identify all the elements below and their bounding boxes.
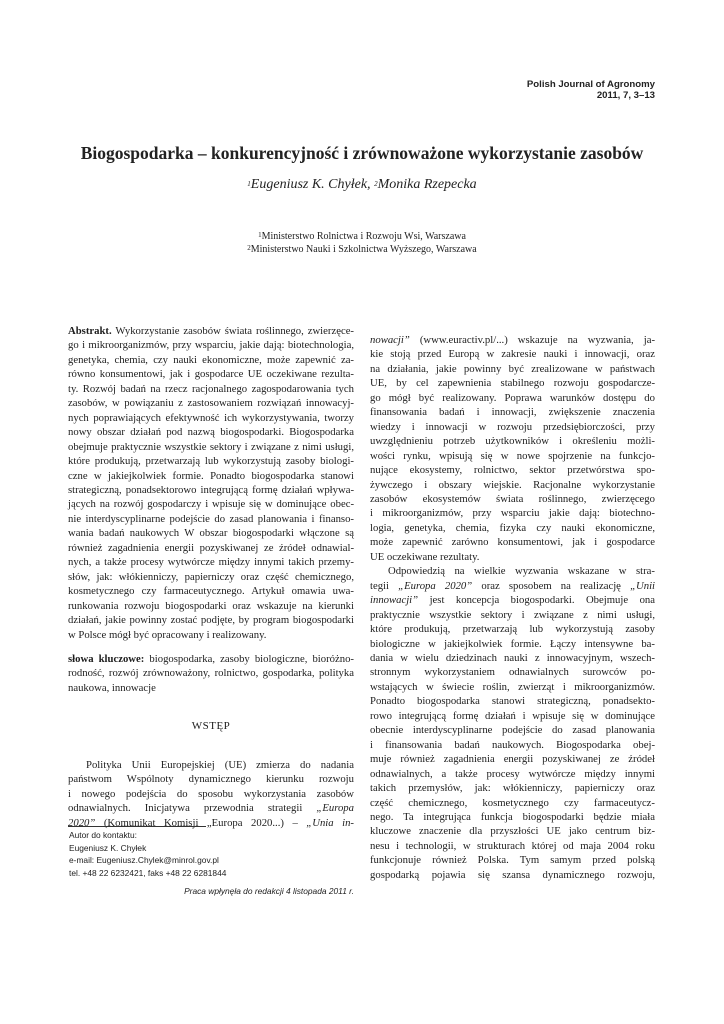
- body-line: obecnie interdyscyplinarne podejście do zasad planowania: [370, 724, 655, 737]
- body-line: stronnym wykorzystaniem odnawialnych surowców po-: [370, 666, 655, 679]
- body-line: muje również zagadnienia energii pozyskiwanej ze źródeł: [370, 753, 655, 766]
- author-1: Eugeniusz K. Chyłek,: [250, 177, 375, 192]
- body-text: tegii: [370, 579, 399, 592]
- affiliation-1-number: 1: [258, 230, 262, 239]
- keywords-line: rodność, rozwój zrównoważony, rolnictwo, gospodarka, polityka: [68, 667, 354, 680]
- spacer: [68, 642, 354, 652]
- body-line: praktycznie wszystkie sektory i związane z nimi usługi,: [370, 608, 655, 621]
- abstract-line: go i mikroorganizmów, przy wsparciu, jakie dają: biotechnologia,: [68, 339, 354, 352]
- body-paragraph-1: [370, 333, 655, 564]
- contact-name: Eugeniusz K. Chyłek: [69, 842, 147, 853]
- intro-italic: „Europa: [316, 802, 354, 815]
- journal-name: Polish Journal of Agronomy: [526, 79, 655, 90]
- body-line: i mikroorganizmów, przy wsparciu jakie dają: biotechno-: [370, 507, 655, 520]
- body-line: na działania, jakie powinny być zrealizowane w państwach: [370, 362, 655, 375]
- body-line: żywczego i obszary wiejskie. Racjonalne wykorzystanie: [370, 478, 655, 491]
- body-line: odnawialnych, a także procesy wytwórcze między innymi: [370, 767, 655, 780]
- abstract-line: wania badań naukowych W obszar biogospodarki włączone są: [68, 527, 354, 540]
- intro-line: Polityka Unii Europejskiej (UE) zmierza do nadania: [86, 758, 354, 771]
- affiliation-2: [0, 243, 724, 256]
- spacer: [68, 734, 354, 758]
- keywords-line: [68, 652, 354, 666]
- abstract-line: również zagadnienia energii pozyskiwanej ze źródeł odnawial-: [68, 541, 354, 554]
- spacer: [68, 695, 354, 719]
- section-heading: WSTĘP: [191, 720, 231, 733]
- body-line: rowo integrującą formę działań i wpisuje się w dominujące: [370, 709, 655, 722]
- abstract-line: ty. Rozwój badań na rzecz racjonalnego zagospodarowania tych: [68, 382, 354, 395]
- abstract-text: Wykorzystanie zasobów świata roślinnego, zwierzęce-: [111, 325, 354, 337]
- authors: [0, 177, 724, 193]
- body-line: nego. Ta integrująca funkcja biogospodarki będzie miała: [370, 810, 655, 823]
- author-2: Monika Rzepecka: [377, 177, 477, 192]
- body-line: dania w wielu dziedzinach nauki z innowacyjnym, wszech-: [370, 651, 655, 664]
- keywords-line: naukowa, innowacje: [68, 681, 156, 694]
- paper-title: Biogospodarka – konkurencyjność i zrównoważone wykorzystanie zasobów: [80, 143, 644, 163]
- abstract-line: równo konsumentowi, jak i gospodarce UE oczekiwane rezulta-: [68, 368, 354, 381]
- journal-issue: 2011, 7, 3–13: [596, 90, 655, 101]
- abstract-line: w Polsce mógł być opracowany i realizowany.: [68, 628, 267, 641]
- intro-paragraph: [68, 758, 354, 830]
- affiliation-2-number: 2: [247, 243, 251, 252]
- body-line: nujące ekosystemy, rolnictwo, sektor przetwórstwa spo-: [370, 464, 655, 477]
- body-line: może zapewnić zarówno konsumentowi, jak i gospodarce: [370, 536, 655, 549]
- body-line: kluczowe znaczenie dla przyszłości UE jako centrum biz-: [370, 825, 655, 838]
- abstract-line: nowy obszar działań pod nazwą biogospodarki. Biogospodarka: [68, 426, 354, 439]
- abstract-line: kosmetycznego czy farmaceutycznego. Artykuł omawia uwa-: [68, 585, 354, 598]
- body-line: wiedzy i innowacji w rozwoju przedsiębiorczości, przy: [370, 420, 655, 433]
- body-line: finansowania badań i innowacji, zwiększenie znaczenia: [370, 406, 655, 419]
- journal-header: [527, 79, 655, 101]
- abstract-line: genetyka, chemia, czy nauki ekonomiczne, może zapewnić za-: [68, 353, 354, 366]
- footnote-divider: [68, 826, 206, 827]
- body-italic: nowacji”: [370, 334, 410, 346]
- abstract-line: [68, 324, 354, 338]
- body-line: zasobów ekosystemów świata roślinnego, zwierzęcego: [370, 492, 655, 505]
- abstract: [68, 324, 354, 642]
- author-1-number: 1: [247, 179, 251, 188]
- body-text: oraz sposobem na realizację: [472, 579, 631, 592]
- intro-line: i nowego podejścia do sposobu wykorzystania zasobów: [68, 787, 354, 800]
- contact-phone: tel. +48 22 6232421, faks +48 22 6281844: [69, 867, 227, 878]
- body-line: funkcjonuje również Polska. Tym samym przed polską: [370, 854, 655, 867]
- intro-italic: „Unia in-: [306, 816, 354, 829]
- body-line: [370, 333, 655, 347]
- affiliation-2-text: Ministerstwo Nauki i Szkolnictwa Wyższego, Warszawa: [250, 244, 477, 255]
- abstract-label: Abstrakt.: [68, 325, 112, 337]
- abstract-line: runkowania rozwoju biogospodarki oraz wskazuje na kierunki: [68, 599, 354, 612]
- left-column: [68, 324, 354, 830]
- body-line: część chemicznego, kosmetycznego czy farmaceutycz-: [370, 796, 655, 809]
- contact-label: Autor do kontaktu:: [69, 830, 137, 840]
- keywords-label: słowa kluczowe:: [68, 652, 145, 665]
- abstract-line: obejmuje praktycznie wszystkie sektory i związane z nimi usługi,: [68, 440, 354, 453]
- body-line: biologiczne w jakiejkolwiek formie. Łączy intensywne ba-: [370, 637, 655, 650]
- abstract-line: które produkują, przetwarzają lub wykorzystują zasoby biologi-: [68, 455, 354, 468]
- intro-line: [68, 816, 354, 830]
- keywords: [68, 652, 354, 695]
- body-italic: „Europa 2020”: [398, 579, 473, 592]
- abstract-line: czne w jakiejkolwiek formie. Ponadto biogospodarka stanowi: [68, 469, 354, 482]
- body-line: wstających w świecie roślin, zwierząt i mikroorganizmów.: [370, 680, 655, 693]
- body-italic: „Unii: [630, 579, 656, 592]
- abstract-line: jących na rozwój gospodarczy i wpisuje się w dominujące obec-: [68, 498, 354, 511]
- contact-email: e-mail: Eugeniusz.Chylek@minrol.gov.pl: [69, 855, 219, 865]
- received-date: Praca wpłynęła do redakcji 4 listopada 2011 r.: [184, 886, 354, 896]
- body-line: i finansowania badań naukowych. Biogospodarka obej-: [370, 738, 655, 751]
- abstract-line: strategiczną, ponadsektorowo integrującą formę działań wpływa-: [68, 483, 354, 496]
- body-text: jest koncepcja biogospodarki. Obejmuje ona: [418, 594, 655, 607]
- abstract-line: zasobów, w powiązaniu z zastosowaniem rozwiązań innowacyj-: [68, 397, 354, 410]
- contact-footnote: [69, 829, 226, 879]
- author-2-number: 2: [374, 179, 378, 188]
- body-line: Odpowiedzią na wielkie wyzwania wskazane w stra-: [388, 565, 655, 578]
- body-text: (www.euractiv.pl/...) wskazuje na wyzwania, ja-: [409, 334, 655, 346]
- body-line: takich przemysłów, jak: włókienniczy, papierniczy oraz: [370, 782, 655, 795]
- abstract-line: słów, jak: włókienniczy, papierniczy oraz część chemicznego,: [68, 570, 354, 583]
- intro-text: odnawialnych. Inicjatywa przewodnia strategii: [68, 802, 317, 815]
- body-line: wości rynku, wpisują się w nowe spojrzenie na funkcjo-: [370, 449, 655, 462]
- intro-line: [68, 801, 354, 815]
- body-line: nesu i technologii, w strukturach której od maja 2004 roku: [370, 839, 655, 852]
- body-line: które produkują, przetwarzają lub wykorzystują zasoby: [370, 623, 655, 636]
- body-line: [370, 579, 655, 593]
- body-line: uwzględnieniu potrzeb użytkowników i określeniu możli-: [370, 435, 655, 448]
- affiliation-1-text: Ministerstwo Rolnictwa i Rozwoju Wsi, Warszawa: [261, 231, 466, 242]
- body-line: kie stoją przed Europą w zakresie nauki i innowacji, oraz: [370, 348, 655, 361]
- body-line: UE, by cel zapewnienia stabilnego rozwoju gospodarcze-: [370, 377, 655, 390]
- abstract-line: nie interdyscyplinarne podejście do zasad planowania i finanso-: [68, 512, 354, 525]
- body-line: [370, 593, 655, 607]
- body-line: gospodarką pojawia się szansa dynamicznego rozwoju,: [370, 868, 655, 881]
- body-line: logia, genetyka, chemia, fizyka czy nauki ekonomiczne,: [370, 521, 655, 534]
- body-line: Ponadto biogospodarka stanowi strategiczną, ponadsekto-: [370, 695, 655, 708]
- intro-text: (Komunikat Komisji „Europa 2020...) –: [95, 816, 307, 829]
- right-column: [370, 333, 655, 882]
- keywords-text: biogospodarka, zasoby biologiczne, bioróżno-: [144, 652, 354, 665]
- affiliation-1: [0, 230, 724, 243]
- body-italic: innowacji”: [370, 594, 419, 607]
- affiliations: [0, 230, 724, 256]
- abstract-line: działań, jakie powinny zostać podjęte, by program biogospodarki: [68, 614, 354, 627]
- intro-line: państwom Wspólnoty dynamicznego kierunku rozwoju: [68, 773, 354, 786]
- abstract-line: nych poprawiających efektywność ich wykorzystywania, tworzy: [68, 411, 354, 424]
- body-line: go mógł być realizowany. Poprawa warunków dostępu do: [370, 391, 655, 404]
- abstract-line: nych, a także procesy wytwórcze między innymi takich przemy-: [68, 556, 354, 569]
- body-line: UE oczekiwane rezultaty.: [370, 550, 480, 563]
- intro-italic: 2020”: [68, 816, 96, 829]
- body-paragraph-2: [370, 564, 655, 882]
